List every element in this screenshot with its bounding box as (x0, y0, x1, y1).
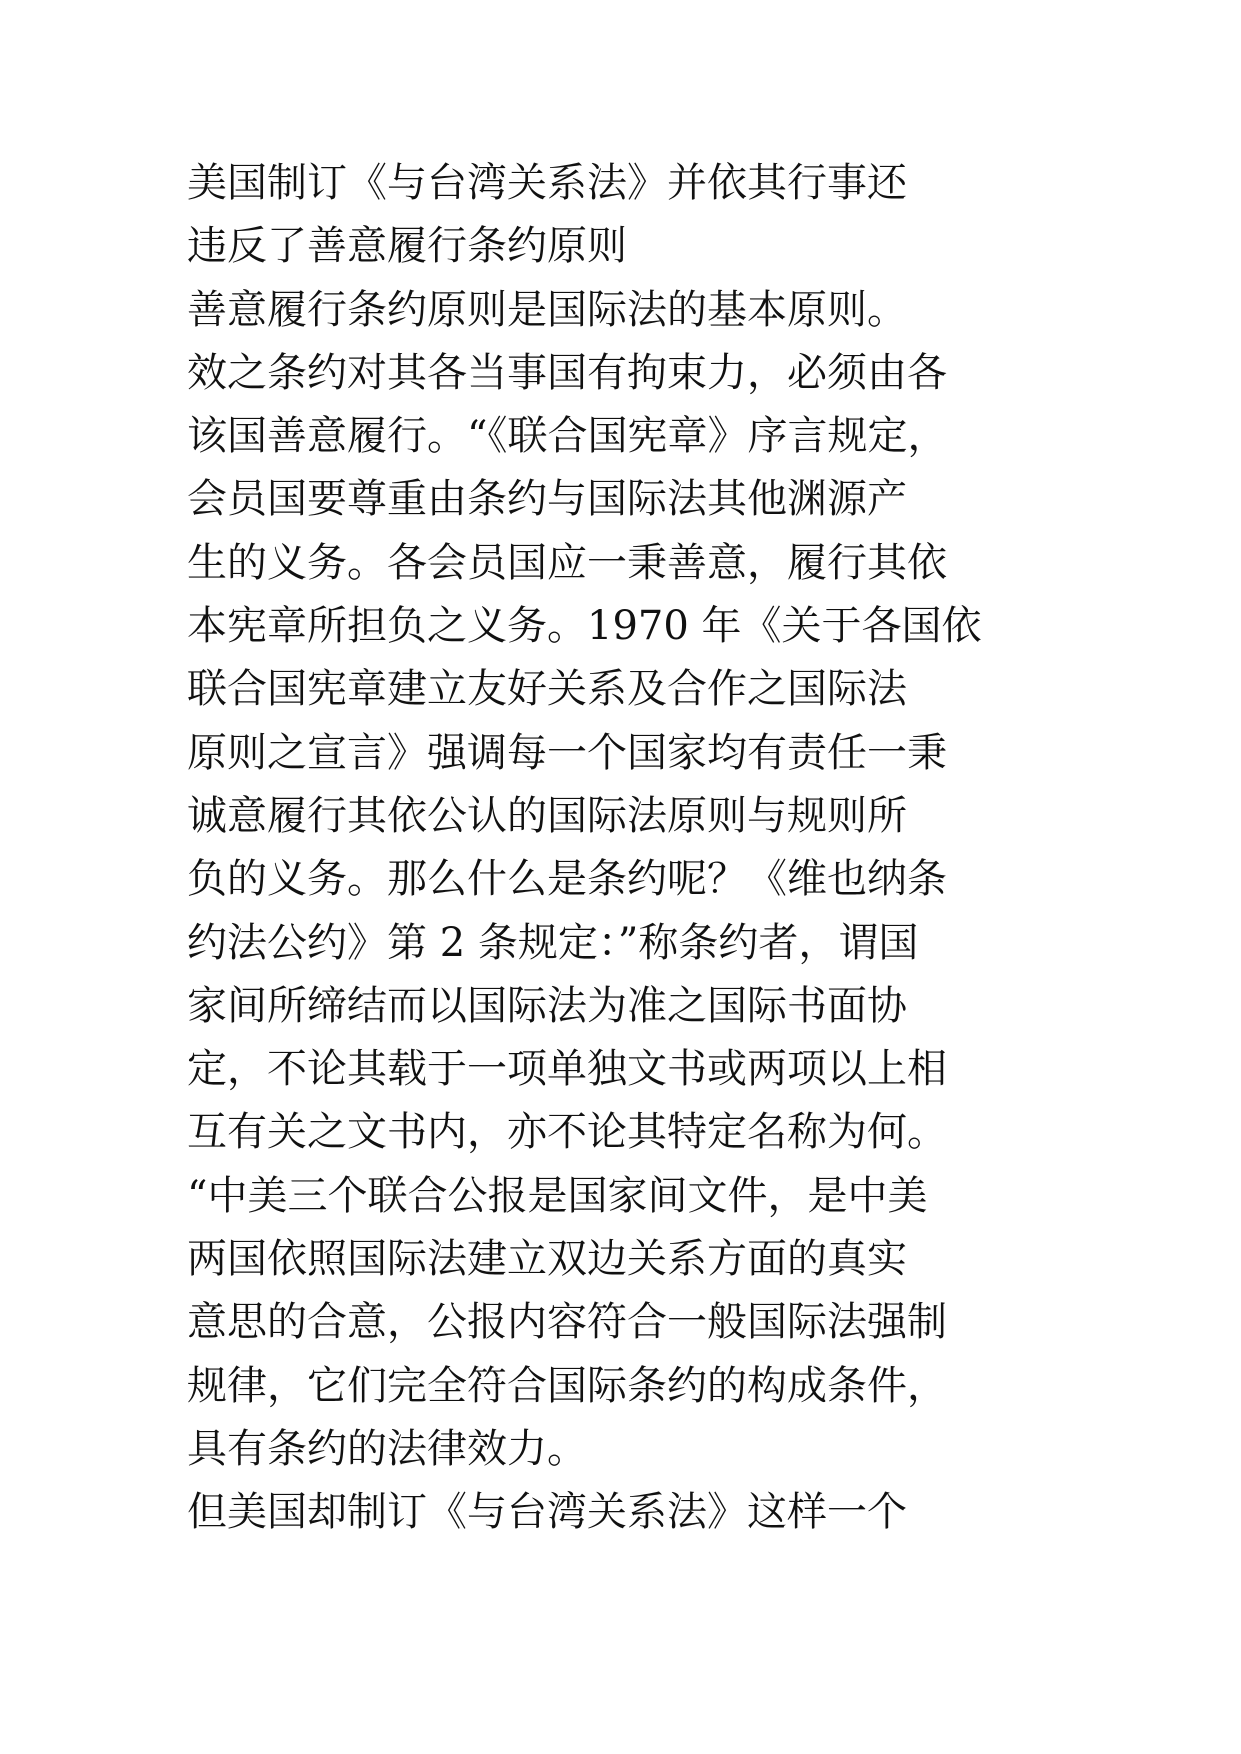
text-line: 诚意履行其依公认的国际法原则与规则所 (187, 792, 907, 839)
text-line: 家间所缔结而以国际法为准之国际书面协 (187, 982, 907, 1029)
text-line: 定，不论其载于一项单独文书或两项以上相 (187, 1046, 947, 1093)
text-line: 效之条约对其各当事国有拘束力，必须由各 (187, 349, 947, 396)
text-line: 但美国却制订《与台湾关系法》这样一个 (187, 1489, 907, 1536)
text-line: 具有条约的法律效力。 (187, 1425, 587, 1472)
text-line: 联合国宪章建立友好关系及合作之国际法 (187, 666, 907, 713)
body-text (187, 152, 1087, 1545)
text-line: 善意履行条约原则是国际法的基本原则。 (187, 286, 907, 333)
text-line: 原则之宣言》强调每一个国家均有责任一秉 (187, 729, 947, 776)
text-line: 约法公约》第 2 条规定：”称条约者，谓国 (187, 919, 919, 966)
text-line: 会员国要尊重由条约与国际法其他渊源产 (187, 476, 907, 523)
text-line: 意思的合意，公报内容符合一般国际法强制 (187, 1299, 947, 1346)
text-line: 该国善意履行。“《联合国宪章》序言规定， (187, 413, 948, 460)
text-line: 规律，它们完全符合国际条约的构成条件， (187, 1362, 947, 1409)
text-line: 美国制订《与台湾关系法》并依其行事还 (187, 160, 907, 206)
text-line: 互有关之文书内，亦不论其特定名称为何。 (187, 1109, 947, 1156)
text-line: 违反了善意履行条约原则 (187, 223, 627, 270)
text-line: 生的义务。各会员国应一秉善意，履行其依 (187, 539, 947, 586)
text-line: “中美三个联合公报是国家间文件，是中美 (187, 1172, 928, 1219)
text-line: 负的义务。那么什么是条约呢？《维也纳条 (187, 856, 947, 903)
text-line: 两国依照国际法建立双边关系方面的真实 (187, 1236, 907, 1283)
text-line: 本宪章所担负之义务。1970 年《关于各国依 (187, 603, 982, 650)
